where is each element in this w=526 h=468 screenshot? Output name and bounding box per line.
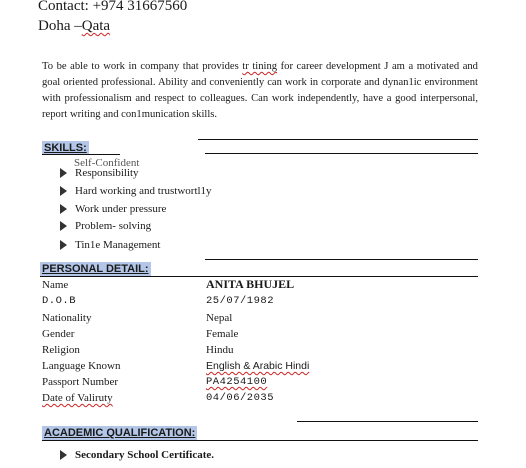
- detail-label: Language Known: [42, 360, 121, 372]
- academic-heading: ACADEMIC QUALIFICATION:: [44, 427, 196, 439]
- skill-item: [60, 202, 166, 216]
- contact-line: Contact: +974 31667560: [38, 0, 188, 14]
- city-prefix: Doha –: [38, 18, 82, 34]
- detail-value: 04/06/2035: [206, 392, 275, 404]
- rule-line: [198, 139, 478, 140]
- detail-value: English & Arabic Hindi: [206, 360, 310, 372]
- detail-value: Hindu: [206, 344, 234, 356]
- rule-line: [205, 153, 478, 154]
- objective-paragraph: [42, 59, 478, 123]
- skill-label: Hard working and trustwortl1y: [75, 185, 212, 197]
- personal-detail-heading: PERSONAL DETAIL:: [42, 263, 149, 275]
- skill-label: Work under pressure: [75, 203, 167, 215]
- academic-item: [60, 449, 214, 461]
- skill-item: [60, 219, 151, 233]
- detail-value: ANITA BHUJEL: [206, 277, 295, 291]
- rule-line: [42, 154, 120, 155]
- detail-label: Name: [42, 279, 69, 291]
- rule-line: [297, 421, 478, 422]
- academic-label: Secondary School Certificate.: [75, 449, 214, 461]
- skill-label: Problem- solving: [75, 220, 152, 232]
- detail-value: Female: [206, 328, 239, 340]
- city-word: Qata: [81, 18, 111, 34]
- skill-item: [60, 166, 139, 180]
- detail-label: Nationality: [42, 312, 92, 324]
- skill-item: [60, 184, 212, 198]
- objective-text-1: To be able to work in company that provides: [42, 61, 243, 72]
- detail-label: Date of Valiruty: [42, 392, 113, 404]
- city-line: [38, 18, 110, 35]
- triangle-bullet-icon: [60, 450, 67, 460]
- detail-value: 25/07/1982: [206, 295, 275, 307]
- detail-label: Gender: [42, 328, 75, 340]
- rule-line: [42, 440, 478, 441]
- skill-label: Tin1e Management: [75, 239, 161, 251]
- detail-label: Passport Number: [42, 376, 119, 388]
- triangle-bullet-icon: [60, 240, 67, 250]
- triangle-bullet-icon: [60, 221, 67, 231]
- skill-item: [60, 238, 160, 252]
- skills-heading: SKILLS:: [44, 142, 87, 154]
- triangle-bullet-icon: [60, 204, 67, 214]
- detail-label: D.O.B: [42, 295, 77, 307]
- objective-misspelled-word: tr tining: [242, 61, 278, 72]
- skill-label: Self-Confident: [74, 157, 140, 169]
- objective-text-2: for career development J am a motivated and goal oriented professional. Ability and conveniently can work in corporate and dynan1ic environment with professionalism and respect to colleagues. Can work independently, have a good interpersonal, report writing and con1munication skills.: [42, 61, 478, 120]
- triangle-bullet-icon: [60, 168, 67, 178]
- detail-label: Religion: [42, 344, 80, 356]
- skill-label: Responsibility: [75, 167, 139, 179]
- triangle-bullet-icon: [60, 186, 67, 196]
- detail-value: PA4254100: [206, 376, 268, 388]
- detail-value: Nepal: [206, 312, 233, 324]
- rule-line: [205, 259, 478, 260]
